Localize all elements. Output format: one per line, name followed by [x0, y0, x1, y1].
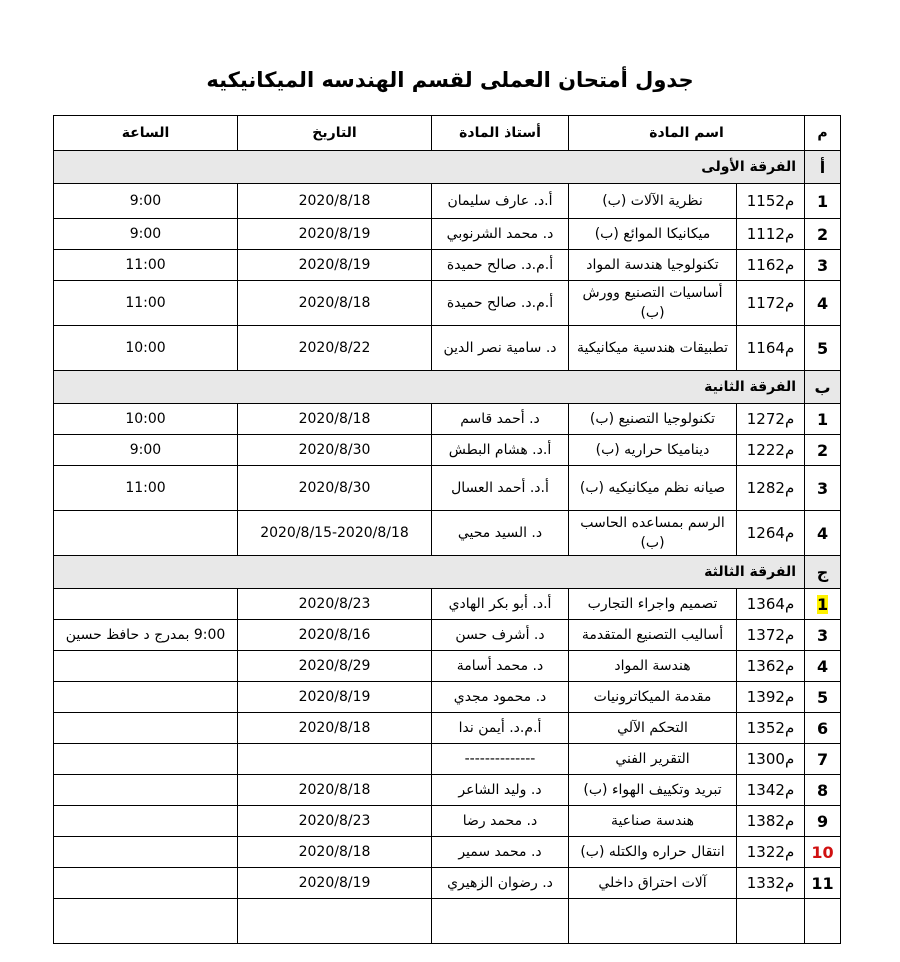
exam-date: 2020/8/18	[238, 837, 432, 868]
header-time: الساعة	[54, 116, 238, 151]
table-row	[54, 837, 841, 868]
row-num: 4	[805, 651, 841, 682]
professor-name: د. محمد الشرنوبي	[432, 219, 569, 250]
exam-date: 2020/8/22	[238, 326, 432, 371]
table-row	[54, 713, 841, 744]
table-row	[54, 868, 841, 899]
professor-name: د. أشرف حسن	[432, 620, 569, 651]
group-letter: أ	[805, 151, 841, 184]
course-code: م1362	[737, 651, 805, 682]
row-num: 5	[805, 682, 841, 713]
course-code: م1342	[737, 775, 805, 806]
row-num: 9	[805, 806, 841, 837]
row-num: 6	[805, 713, 841, 744]
subject-name: آلات احتراق داخلي	[569, 868, 737, 899]
professor-name: أ.د. عارف سليمان	[432, 184, 569, 219]
subject-name: تبريد وتكييف الهواء (ب)	[569, 775, 737, 806]
professor-name	[432, 899, 569, 944]
exam-date: 2020/8/16	[238, 620, 432, 651]
course-code	[737, 899, 805, 944]
group-letter: ب	[805, 371, 841, 404]
exam-date: 2020/8/23	[238, 806, 432, 837]
exam-time: 11:00	[54, 281, 238, 326]
header-professor: أستاذ المادة	[432, 116, 569, 151]
table-row	[54, 281, 841, 326]
row-num: 5	[805, 326, 841, 371]
exam-time: 9:00	[54, 219, 238, 250]
group-row-first-year	[54, 151, 841, 184]
table-row	[54, 899, 841, 944]
professor-name: د. محمد سمير	[432, 837, 569, 868]
exam-time	[54, 511, 238, 556]
group-name: الفرقة الأولى	[54, 151, 805, 184]
table-row	[54, 806, 841, 837]
course-code: م1392	[737, 682, 805, 713]
exam-time	[54, 651, 238, 682]
professor-name: د. محمود مجدي	[432, 682, 569, 713]
group-row-third-year	[54, 556, 841, 589]
exam-time	[54, 744, 238, 775]
row-num: 2	[805, 219, 841, 250]
row-num: 1	[805, 404, 841, 435]
subject-name: تكنولوجيا التصنيع (ب)	[569, 404, 737, 435]
exam-date: 2020/8/15-2020/8/18	[238, 511, 432, 556]
group-name: الفرقة الثانية	[54, 371, 805, 404]
course-code: م1282	[737, 466, 805, 511]
exam-time	[54, 899, 238, 944]
exam-date: 2020/8/19	[238, 250, 432, 281]
subject-name	[569, 899, 737, 944]
professor-name: --------------	[432, 744, 569, 775]
table-row	[54, 511, 841, 556]
row-num: 7	[805, 744, 841, 775]
subject-name: أساليب التصنيع المتقدمة	[569, 620, 737, 651]
course-code: م1164	[737, 326, 805, 371]
exam-date: 2020/8/19	[238, 682, 432, 713]
exam-date: 2020/8/18	[238, 281, 432, 326]
exam-date: 2020/8/23	[238, 589, 432, 620]
row-num: 11	[805, 868, 841, 899]
exam-date: 2020/8/18	[238, 184, 432, 219]
professor-name: أ.د. هشام البطش	[432, 435, 569, 466]
table-row	[54, 620, 841, 651]
professor-name: د. وليد الشاعر	[432, 775, 569, 806]
exam-time: 11:00	[54, 250, 238, 281]
subject-name: أساسيات التصنيع وورش (ب)	[569, 281, 737, 326]
course-code: م1300	[737, 744, 805, 775]
table-row	[54, 651, 841, 682]
exam-date: 2020/8/18	[238, 713, 432, 744]
row-num: 3	[805, 620, 841, 651]
course-code: م1162	[737, 250, 805, 281]
subject-name: صيانه نظم ميكانيكيه (ب)	[569, 466, 737, 511]
subject-name: مقدمة الميكاترونيات	[569, 682, 737, 713]
exam-time: 9:00	[54, 435, 238, 466]
row-num: 4	[805, 511, 841, 556]
header-num: م	[805, 116, 841, 151]
exam-date: 2020/8/19	[238, 868, 432, 899]
row-num: 2	[805, 435, 841, 466]
table-row	[54, 682, 841, 713]
table-row	[54, 184, 841, 219]
professor-name: د. محمد أسامة	[432, 651, 569, 682]
exam-time: 10:00	[54, 326, 238, 371]
subject-name: الرسم بمساعده الحاسب (ب)	[569, 511, 737, 556]
exam-time	[54, 682, 238, 713]
table-row	[54, 589, 841, 620]
header-date: التاريخ	[238, 116, 432, 151]
professor-name: د. سامية نصر الدين	[432, 326, 569, 371]
professor-name: أ.د. أحمد العسال	[432, 466, 569, 511]
group-letter: ج	[805, 556, 841, 589]
row-num-red: 10	[805, 837, 841, 868]
exam-time	[54, 713, 238, 744]
group-row-second-year	[54, 371, 841, 404]
professor-name: أ.م.د. أيمن ندا	[432, 713, 569, 744]
exam-time: 10:00	[54, 404, 238, 435]
course-code: م1112	[737, 219, 805, 250]
course-code: م1352	[737, 713, 805, 744]
exam-schedule-table	[53, 115, 841, 944]
professor-name: أ.م.د. صالح حميدة	[432, 281, 569, 326]
exam-date: 2020/8/18	[238, 404, 432, 435]
exam-time: 9:00	[54, 184, 238, 219]
exam-date	[238, 744, 432, 775]
row-num: 3	[805, 466, 841, 511]
subject-name: تكنولوجيا هندسة المواد	[569, 250, 737, 281]
table-row	[54, 250, 841, 281]
row-num-highlighted: 1	[816, 594, 829, 614]
exam-date: 2020/8/29	[238, 651, 432, 682]
row-num	[805, 589, 841, 620]
exam-time	[54, 868, 238, 899]
header-row	[54, 116, 841, 151]
exam-date: 2020/8/19	[238, 219, 432, 250]
exam-date: 2020/8/18	[238, 775, 432, 806]
course-code: م1152	[737, 184, 805, 219]
course-code: م1172	[737, 281, 805, 326]
row-num	[805, 899, 841, 944]
table-row	[54, 744, 841, 775]
exam-time: 9:00 بمدرج د حافظ حسين	[54, 620, 238, 651]
professor-name: د. السيد محيي	[432, 511, 569, 556]
exam-time	[54, 806, 238, 837]
table-row	[54, 219, 841, 250]
row-num: 4	[805, 281, 841, 326]
course-code: م1322	[737, 837, 805, 868]
row-num: 1	[805, 184, 841, 219]
professor-name: أ.د. أبو بكر الهادي	[432, 589, 569, 620]
subject-name: هندسة المواد	[569, 651, 737, 682]
subject-name: التقرير الفني	[569, 744, 737, 775]
course-code: م1382	[737, 806, 805, 837]
subject-name: ديناميكا حراريه (ب)	[569, 435, 737, 466]
professor-name: أ.م.د. صالح حميدة	[432, 250, 569, 281]
subject-name: التحكم الآلي	[569, 713, 737, 744]
subject-name: انتقال حراره والكتله (ب)	[569, 837, 737, 868]
course-code: م1272	[737, 404, 805, 435]
exam-date: 2020/8/30	[238, 435, 432, 466]
course-code: م1332	[737, 868, 805, 899]
course-code: م1372	[737, 620, 805, 651]
subject-name: تصميم واجراء التجارب	[569, 589, 737, 620]
subject-name: ميكانيكا الموائع (ب)	[569, 219, 737, 250]
table-row	[54, 326, 841, 371]
table-row	[54, 466, 841, 511]
group-name: الفرقة الثالثة	[54, 556, 805, 589]
table-row	[54, 435, 841, 466]
header-subject: اسم المادة	[569, 116, 805, 151]
table-row	[54, 404, 841, 435]
exam-time	[54, 837, 238, 868]
subject-name: نظرية الآلات (ب)	[569, 184, 737, 219]
exam-time	[54, 589, 238, 620]
subject-name: هندسة صناعية	[569, 806, 737, 837]
row-num: 3	[805, 250, 841, 281]
exam-time: 11:00	[54, 466, 238, 511]
exam-date	[238, 899, 432, 944]
exam-date: 2020/8/30	[238, 466, 432, 511]
course-code: م1364	[737, 589, 805, 620]
page-title: جدول أمتحان العملى لقسم الهندسه الميكانيكيه	[206, 68, 694, 92]
course-code: م1222	[737, 435, 805, 466]
professor-name: د. محمد رضا	[432, 806, 569, 837]
exam-time	[54, 775, 238, 806]
professor-name: د. رضوان الزهيري	[432, 868, 569, 899]
professor-name: د. أحمد قاسم	[432, 404, 569, 435]
table-row	[54, 775, 841, 806]
row-num: 8	[805, 775, 841, 806]
course-code: م1264	[737, 511, 805, 556]
subject-name: تطبيقات هندسية ميكانيكية	[569, 326, 737, 371]
